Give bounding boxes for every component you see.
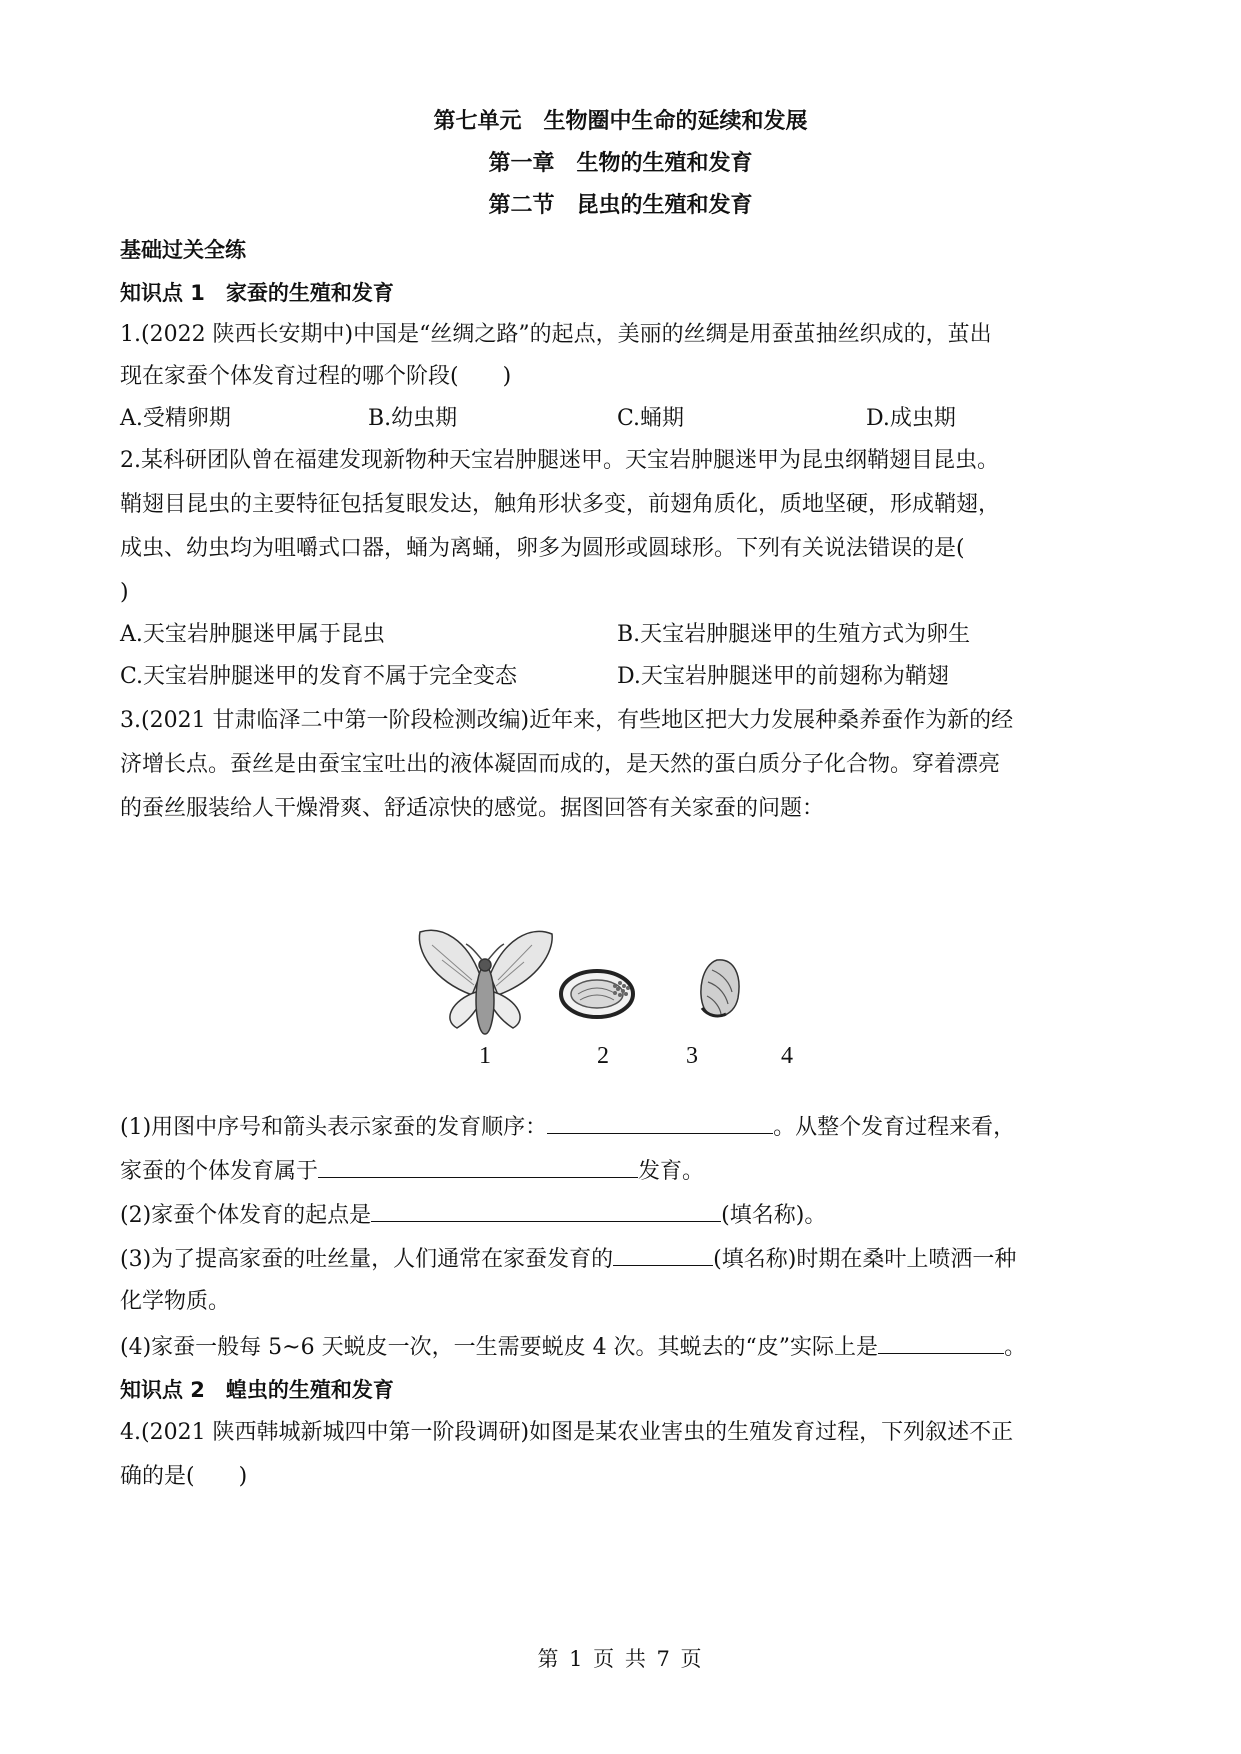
- q2-option-b: B.天宝岩肿腿迷甲的生殖方式为卵生: [617, 622, 971, 647]
- q3-sub3-text-a: (3)为了提高家蚕的吐丝量，人们通常在家蚕发育的: [120, 1247, 614, 1272]
- q3-sub4-text-b: 。: [1004, 1335, 1027, 1360]
- q1-option-b: B.幼虫期: [368, 406, 458, 431]
- chapter-title: 第一章 生物的生殖和发育: [488, 151, 753, 176]
- section-title: 第二节 昆虫的生殖和发育: [488, 193, 753, 218]
- silkworm-pupa-illustration: [701, 960, 739, 1016]
- q3-sub1-text-c: 家蚕的个体发育属于: [120, 1159, 319, 1184]
- q3-sub2-text-b: (填名称)。: [721, 1203, 827, 1228]
- q3-sub4-text-a: (4)家蚕一般每 5~6 天蜕皮一次，一生需要蜕皮 4 次。其蜕去的“皮”实际上是: [120, 1335, 879, 1360]
- q3-stem-line3: 的蚕丝服装给人干燥滑爽、舒适凉快的感觉。据图回答有关家蚕的问题：: [120, 796, 825, 821]
- q2-option-a: A.天宝岩肿腿迷甲属于昆虫: [120, 622, 385, 647]
- q1-option-a: A.受精卵期: [120, 406, 231, 431]
- q3-sub1-line2: [120, 1155, 704, 1187]
- unit-title: 第七单元 生物圈中生命的延续和发展: [433, 109, 808, 134]
- q3-sub1-text-a: (1)用图中序号和箭头表示家蚕的发育顺序：: [120, 1115, 548, 1140]
- q1-stem-line2: 现在家蚕个体发育过程的哪个阶段( ): [120, 364, 512, 389]
- q1-option-c: C.蛹期: [617, 406, 685, 431]
- q3-sub3-text-b: (填名称)时期在桑叶上喷洒一种: [713, 1247, 1017, 1272]
- knowledge-point-1: 知识点 1 家蚕的生殖和发育: [120, 281, 394, 305]
- q1-option-d: D.成虫期: [866, 406, 956, 431]
- silkworm-moth-illustration: [419, 930, 552, 1034]
- q3-sub1-blank-order[interactable]: [547, 1111, 773, 1134]
- q3-sub1-text-b: 。从整个发育过程来看，: [773, 1115, 1016, 1140]
- q3-stem-line1: 3.(2021 甘肃临泽二中第一阶段检测改编)近年来，有些地区把大力发展种桑养蚕作为新的经: [120, 708, 1014, 733]
- practice-heading: 基础过关全练: [120, 238, 246, 262]
- figure-label-2: 2: [597, 1043, 609, 1069]
- knowledge-point-2: 知识点 2 蝗虫的生殖和发育: [120, 1378, 394, 1402]
- q3-sub2-line: [120, 1199, 826, 1231]
- q4-stem-line2: 确的是( ): [120, 1464, 248, 1489]
- q3-sub3-line1: [120, 1243, 1016, 1275]
- q3-sub1-blank-type[interactable]: [318, 1155, 638, 1178]
- silkworm-cocoon-illustration: [561, 971, 633, 1017]
- q2-stem-line1: 2.某科研团队曾在福建发现新物种天宝岩肿腿迷甲。天宝岩肿腿迷甲为昆虫纲鞘翅目昆虫。: [120, 448, 999, 473]
- figure-label-3: 3: [686, 1043, 698, 1069]
- q3-sub1-text-d: 发育。: [638, 1159, 705, 1184]
- page-footer: 第 1 页 共 7 页: [537, 1647, 704, 1671]
- q3-sub2-blank[interactable]: [371, 1199, 721, 1222]
- q3-sub3-line2: 化学物质。: [120, 1289, 231, 1314]
- q3-sub2-text-a: (2)家蚕个体发育的起点是: [120, 1203, 372, 1228]
- q3-stem-line2: 济增长点。蚕丝是由蚕宝宝吐出的液体凝固而成的，是天然的蛋白质分子化合物。穿着漂亮: [120, 752, 1001, 777]
- figure-label-4: 4: [781, 1043, 793, 1069]
- q2-stem-line2: 鞘翅目昆虫的主要特征包括复眼发达，触角形状多变，前翅角质化，质地坚硬，形成鞘翅，: [120, 492, 1001, 517]
- silkworm-life-cycle-figure: [412, 920, 852, 1040]
- q4-stem-line1: 4.(2021 陕西韩城新城四中第一阶段调研)如图是某农业害虫的生殖发育过程，下列叙述不正: [120, 1420, 1014, 1445]
- q2-stem-line4: ): [120, 580, 129, 605]
- q3-sub4-blank[interactable]: [878, 1331, 1004, 1354]
- q3-sub1-line1: [120, 1111, 1015, 1143]
- q3-sub3-blank[interactable]: [613, 1243, 713, 1266]
- q1-stem-line1: 1.(2022 陕西长安期中)中国是“丝绸之路”的起点，美丽的丝绸是用蚕茧抽丝织成的，茧出: [120, 322, 992, 347]
- q2-stem-line3: 成虫、幼虫均为咀嚼式口器，蛹为离蛹，卵多为圆形或圆球形。下列有关说法错误的是(: [120, 536, 965, 561]
- q2-option-d: D.天宝岩肿腿迷甲的前翅称为鞘翅: [617, 664, 949, 689]
- figure-label-1: 1: [479, 1043, 491, 1069]
- q3-sub4-line: [120, 1331, 1026, 1363]
- q2-option-c: C.天宝岩肿腿迷甲的发育不属于完全变态: [120, 664, 518, 689]
